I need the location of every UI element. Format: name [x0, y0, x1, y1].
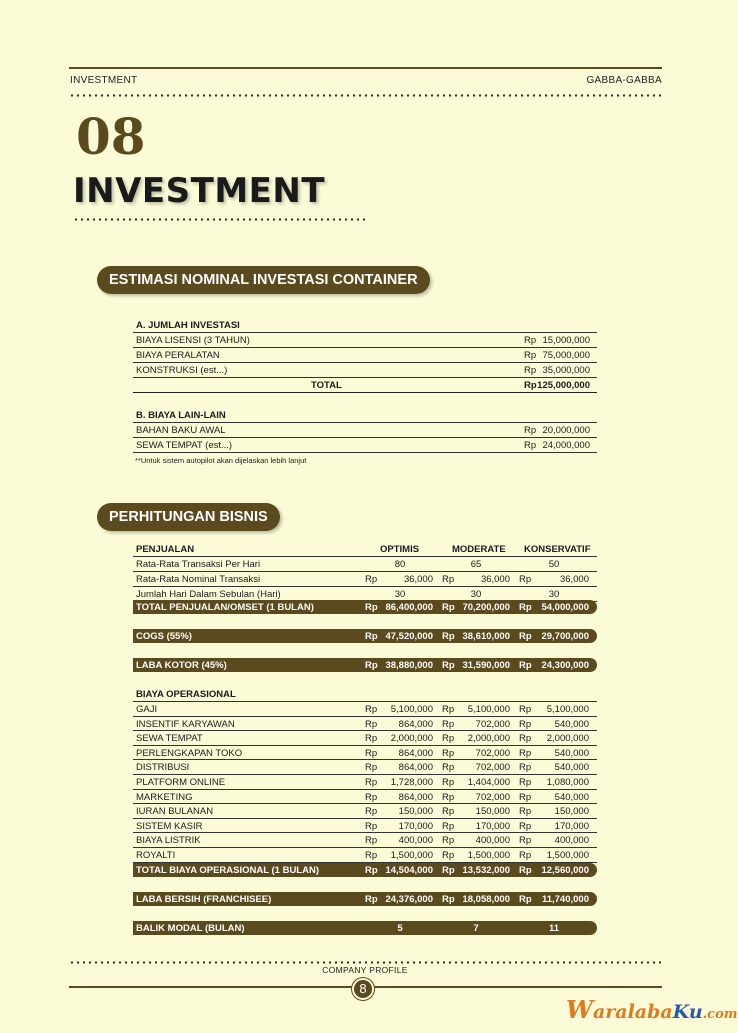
currency-moderate: Rp: [442, 777, 455, 788]
total-sales-bar: [133, 600, 597, 614]
value-konservatif: 54,000,000: [541, 602, 589, 613]
bar-label: LABA KOTOR (45%): [136, 660, 227, 671]
currency-moderate: Rp: [442, 747, 455, 759]
currency-konservatif: Rp: [519, 762, 532, 774]
value-moderate: 5,100,000: [467, 704, 510, 715]
table-row: [133, 557, 597, 572]
value-konservatif: 36,000: [559, 574, 589, 585]
value-moderate: 702,000: [475, 747, 510, 759]
currency-optimis: Rp: [365, 574, 378, 585]
value-optimis: 1,728,000: [390, 777, 433, 788]
group-a-heading: A. JUMLAH INVESTASI: [136, 320, 240, 331]
table-row: [133, 819, 597, 834]
header-penjualan: PENJUALAN: [136, 544, 195, 555]
currency-optimis: Rp: [365, 718, 378, 730]
value-optimis: 864,000: [398, 718, 433, 730]
row-currency: Rp: [524, 365, 537, 376]
row-label: GAJI: [136, 704, 158, 715]
currency-optimis: Rp: [365, 820, 378, 832]
currency-moderate: Rp: [442, 602, 455, 613]
currency-optimis: Rp: [365, 777, 378, 788]
row-currency: Rp: [524, 335, 537, 346]
value-optimis: 24,376,000: [385, 894, 433, 905]
page-number: 8: [352, 978, 374, 1000]
row-value: 15,000,000: [542, 335, 590, 346]
value-optimis: 400,000: [398, 835, 433, 847]
currency-optimis: Rp: [365, 747, 378, 759]
opex-heading-row: [133, 687, 597, 702]
footer-dotted-divider: [69, 961, 662, 964]
gross-profit-bar: [133, 658, 597, 672]
bar-label: COGS (55%): [136, 631, 192, 642]
value-konservatif: 24,300,000: [541, 660, 589, 671]
watermark-logo: [566, 995, 738, 1024]
table-row: [133, 438, 597, 453]
currency-konservatif: Rp: [519, 733, 532, 745]
currency-moderate: Rp: [442, 631, 455, 642]
value-optimis: 2,000,000: [390, 733, 433, 745]
group-b-heading-row: [133, 408, 597, 423]
table-row: [133, 775, 597, 790]
sales-header-row: [133, 542, 597, 557]
value-optimis: 5: [397, 923, 403, 934]
row-label: Rata-Rata Nominal Transaksi: [136, 574, 261, 585]
currency-optimis: Rp: [365, 704, 378, 715]
currency-konservatif: Rp: [519, 894, 532, 905]
currency-optimis: Rp: [365, 850, 378, 861]
row-value: 35,000,000: [542, 365, 590, 376]
value-konservatif: 540,000: [554, 762, 589, 774]
currency-moderate: Rp: [442, 718, 455, 730]
value-konservatif: 12,560,000: [541, 865, 589, 876]
value-optimis: 1,500,000: [390, 850, 433, 861]
table-row: [133, 363, 597, 378]
currency-optimis: Rp: [365, 602, 378, 613]
currency-optimis: Rp: [365, 631, 378, 642]
currency-optimis: Rp: [365, 894, 378, 905]
chapter-number: 08: [76, 107, 146, 166]
row-label: SEWA TEMPAT: [136, 733, 203, 745]
value-konservatif: 1,500,000: [546, 850, 589, 861]
row-currency: Rp: [524, 425, 537, 436]
autopilot-note: **Untuk sistem autopilot akan dijelaskan lebih lanjut: [135, 456, 307, 465]
value-konservatif: 150,000: [554, 806, 589, 818]
net-profit-bar: [133, 892, 597, 906]
table-row: [133, 717, 597, 732]
currency-moderate: Rp: [442, 820, 455, 832]
value-moderate: 18,058,000: [462, 894, 510, 905]
value-optimis: 5,100,000: [390, 704, 433, 715]
row-label: Jumlah Hari Dalam Sebulan (Hari): [136, 589, 281, 600]
row-label: BAHAN BAKU AWAL: [136, 425, 226, 436]
value-optimis: 150,000: [398, 806, 433, 818]
currency-konservatif: Rp: [519, 718, 532, 730]
row-label: MARKETING: [136, 791, 193, 803]
currency-konservatif: Rp: [519, 835, 532, 847]
value-konservatif: 400,000: [554, 835, 589, 847]
table-row: [133, 848, 597, 863]
value-moderate: 702,000: [475, 718, 510, 730]
value-optimis: 86,400,000: [385, 602, 433, 613]
header-optimis: OPTIMIS: [380, 544, 420, 555]
table-row: [133, 731, 597, 746]
value-moderate: 150,000: [475, 806, 510, 818]
currency-moderate: Rp: [442, 806, 455, 818]
bar-label: TOTAL PENJUALAN/OMSET (1 BULAN): [136, 602, 314, 613]
chapter-title: INVESTMENT: [73, 171, 326, 211]
value-moderate: 30: [470, 589, 482, 600]
payback-bar: [133, 921, 597, 935]
row-label: KONSTRUKSI (est...): [136, 365, 228, 376]
row-value: 20,000,000: [542, 425, 590, 436]
value-konservatif: 170,000: [554, 820, 589, 832]
total-label: TOTAL: [311, 380, 342, 391]
row-label: ROYALTI: [136, 850, 176, 861]
currency-konservatif: Rp: [519, 865, 532, 876]
value-konservatif: 11: [548, 923, 560, 934]
value-konservatif: 540,000: [554, 791, 589, 803]
currency-optimis: Rp: [365, 865, 378, 876]
currency-optimis: Rp: [365, 660, 378, 671]
header-konservatif: KONSERVATIF: [524, 544, 591, 555]
currency-konservatif: Rp: [519, 602, 532, 613]
footer-label: COMPANY PROFILE: [322, 965, 408, 975]
section-investment-title: ESTIMASI NOMINAL INVESTASI CONTAINER: [97, 266, 430, 294]
row-value: 75,000,000: [542, 350, 590, 361]
currency-moderate: Rp: [442, 850, 455, 861]
row-label: SEWA TEMPAT (est...): [136, 440, 233, 451]
currency-konservatif: Rp: [519, 574, 532, 585]
value-konservatif: 2,000,000: [546, 733, 589, 745]
value-optimis: 36,000: [403, 574, 433, 585]
value-optimis: 864,000: [398, 762, 433, 774]
row-currency: Rp: [524, 350, 537, 361]
value-konservatif: 30: [548, 589, 560, 600]
currency-moderate: Rp: [442, 894, 455, 905]
title-dotted-divider: [73, 218, 368, 221]
row-label: PLATFORM ONLINE: [136, 777, 226, 788]
currency-optimis: Rp: [365, 762, 378, 774]
header-dotted-divider: [69, 94, 662, 97]
value-moderate: 65: [470, 559, 482, 570]
table-row: [133, 746, 597, 761]
header-brand-label: GABBA-GABBA: [586, 75, 662, 86]
currency-konservatif: Rp: [519, 820, 532, 832]
value-moderate: 170,000: [475, 820, 510, 832]
watermark-w: W: [566, 995, 593, 1024]
row-label: Rata-Rata Transaksi Per Hari: [136, 559, 261, 570]
investment-total-row: [133, 378, 597, 393]
value-optimis: 47,520,000: [385, 631, 433, 642]
currency-moderate: Rp: [442, 704, 455, 715]
row-label: DISTRIBUSI: [136, 762, 190, 774]
value-konservatif: 1,080,000: [546, 777, 589, 788]
currency-moderate: Rp: [442, 762, 455, 774]
value-konservatif: 29,700,000: [541, 631, 589, 642]
header-moderate: MODERATE: [452, 544, 506, 555]
value-konservatif: 540,000: [554, 718, 589, 730]
bar-label: BALIK MODAL (BULAN): [136, 923, 245, 934]
currency-konservatif: Rp: [519, 806, 532, 818]
value-moderate: 702,000: [475, 791, 510, 803]
currency-optimis: Rp: [365, 835, 378, 847]
currency-konservatif: Rp: [519, 777, 532, 788]
bar-label: LABA BERSIH (FRANCHISEE): [136, 894, 272, 905]
row-currency: Rp: [524, 440, 537, 451]
row-label: BIAYA LISTRIK: [136, 835, 201, 847]
currency-konservatif: Rp: [519, 660, 532, 671]
currency-moderate: Rp: [442, 791, 455, 803]
value-moderate: 1,500,000: [467, 850, 510, 861]
value-moderate: 36,000: [480, 574, 510, 585]
currency-optimis: Rp: [365, 733, 378, 745]
value-optimis: 80: [394, 559, 406, 570]
group-a-heading-row: [133, 318, 597, 333]
currency-konservatif: Rp: [519, 631, 532, 642]
value-optimis: 14,504,000: [385, 865, 433, 876]
row-label: SISTEM KASIR: [136, 820, 203, 832]
watermark-text3: .com: [702, 1007, 738, 1022]
table-row: [133, 702, 597, 717]
cogs-bar: [133, 629, 597, 643]
section-business-calc-title: PERHITUNGAN BISNIS: [97, 503, 280, 531]
value-moderate: 1,404,000: [467, 777, 510, 788]
value-konservatif: 5,100,000: [546, 704, 589, 715]
row-value: 24,000,000: [542, 440, 590, 451]
value-moderate: 31,590,000: [462, 660, 510, 671]
value-moderate: 2,000,000: [467, 733, 510, 745]
value-konservatif: 540,000: [554, 747, 589, 759]
currency-moderate: Rp: [442, 865, 455, 876]
currency-moderate: Rp: [442, 574, 455, 585]
table-row: [133, 423, 597, 438]
table-row: [133, 833, 597, 848]
table-row: [133, 790, 597, 805]
header-top-rule: [69, 67, 662, 69]
value-optimis: 170,000: [398, 820, 433, 832]
value-optimis: 30: [394, 589, 406, 600]
value-moderate: 7: [473, 923, 479, 934]
row-label: PERLENGKAPAN TOKO: [136, 747, 243, 759]
value-moderate: 400,000: [475, 835, 510, 847]
currency-konservatif: Rp: [519, 791, 532, 803]
watermark-text2: Ku: [672, 1001, 703, 1023]
total-value: 125,000,000: [537, 380, 590, 391]
row-label: BIAYA PERALATAN: [136, 350, 220, 361]
value-moderate: 70,200,000: [462, 602, 510, 613]
value-moderate: 702,000: [475, 762, 510, 774]
table-row: [133, 572, 597, 587]
value-konservatif: 11,740,000: [541, 894, 589, 905]
currency-moderate: Rp: [442, 733, 455, 745]
watermark-text1: aralaba: [592, 1001, 673, 1023]
value-optimis: 38,880,000: [385, 660, 433, 671]
currency-konservatif: Rp: [519, 704, 532, 715]
opex-total-bar: [133, 863, 597, 877]
currency-optimis: Rp: [365, 791, 378, 803]
value-optimis: 864,000: [398, 747, 433, 759]
table-row: [133, 760, 597, 775]
value-optimis: 864,000: [398, 791, 433, 803]
row-label: BIAYA LISENSI (3 TAHUN): [136, 335, 250, 346]
group-b-heading: B. BIAYA LAIN-LAIN: [136, 410, 226, 421]
value-moderate: 13,532,000: [462, 865, 510, 876]
row-label: INSENTIF KARYAWAN: [136, 718, 235, 730]
table-row: [133, 333, 597, 348]
currency-konservatif: Rp: [519, 850, 532, 861]
table-row: [133, 804, 597, 819]
opex-heading: BIAYA OPERASIONAL: [136, 689, 236, 700]
currency-optimis: Rp: [365, 806, 378, 818]
currency-moderate: Rp: [442, 660, 455, 671]
value-moderate: 38,610,000: [462, 631, 510, 642]
value-konservatif: 50: [548, 559, 560, 570]
table-row: [133, 348, 597, 363]
header-section-label: INVESTMENT: [70, 75, 138, 86]
currency-moderate: Rp: [442, 835, 455, 847]
bar-label: TOTAL BIAYA OPERASIONAL (1 BULAN): [136, 865, 319, 876]
row-label: IURAN BULANAN: [136, 806, 214, 818]
currency-konservatif: Rp: [519, 747, 532, 759]
total-currency: Rp: [524, 380, 537, 391]
